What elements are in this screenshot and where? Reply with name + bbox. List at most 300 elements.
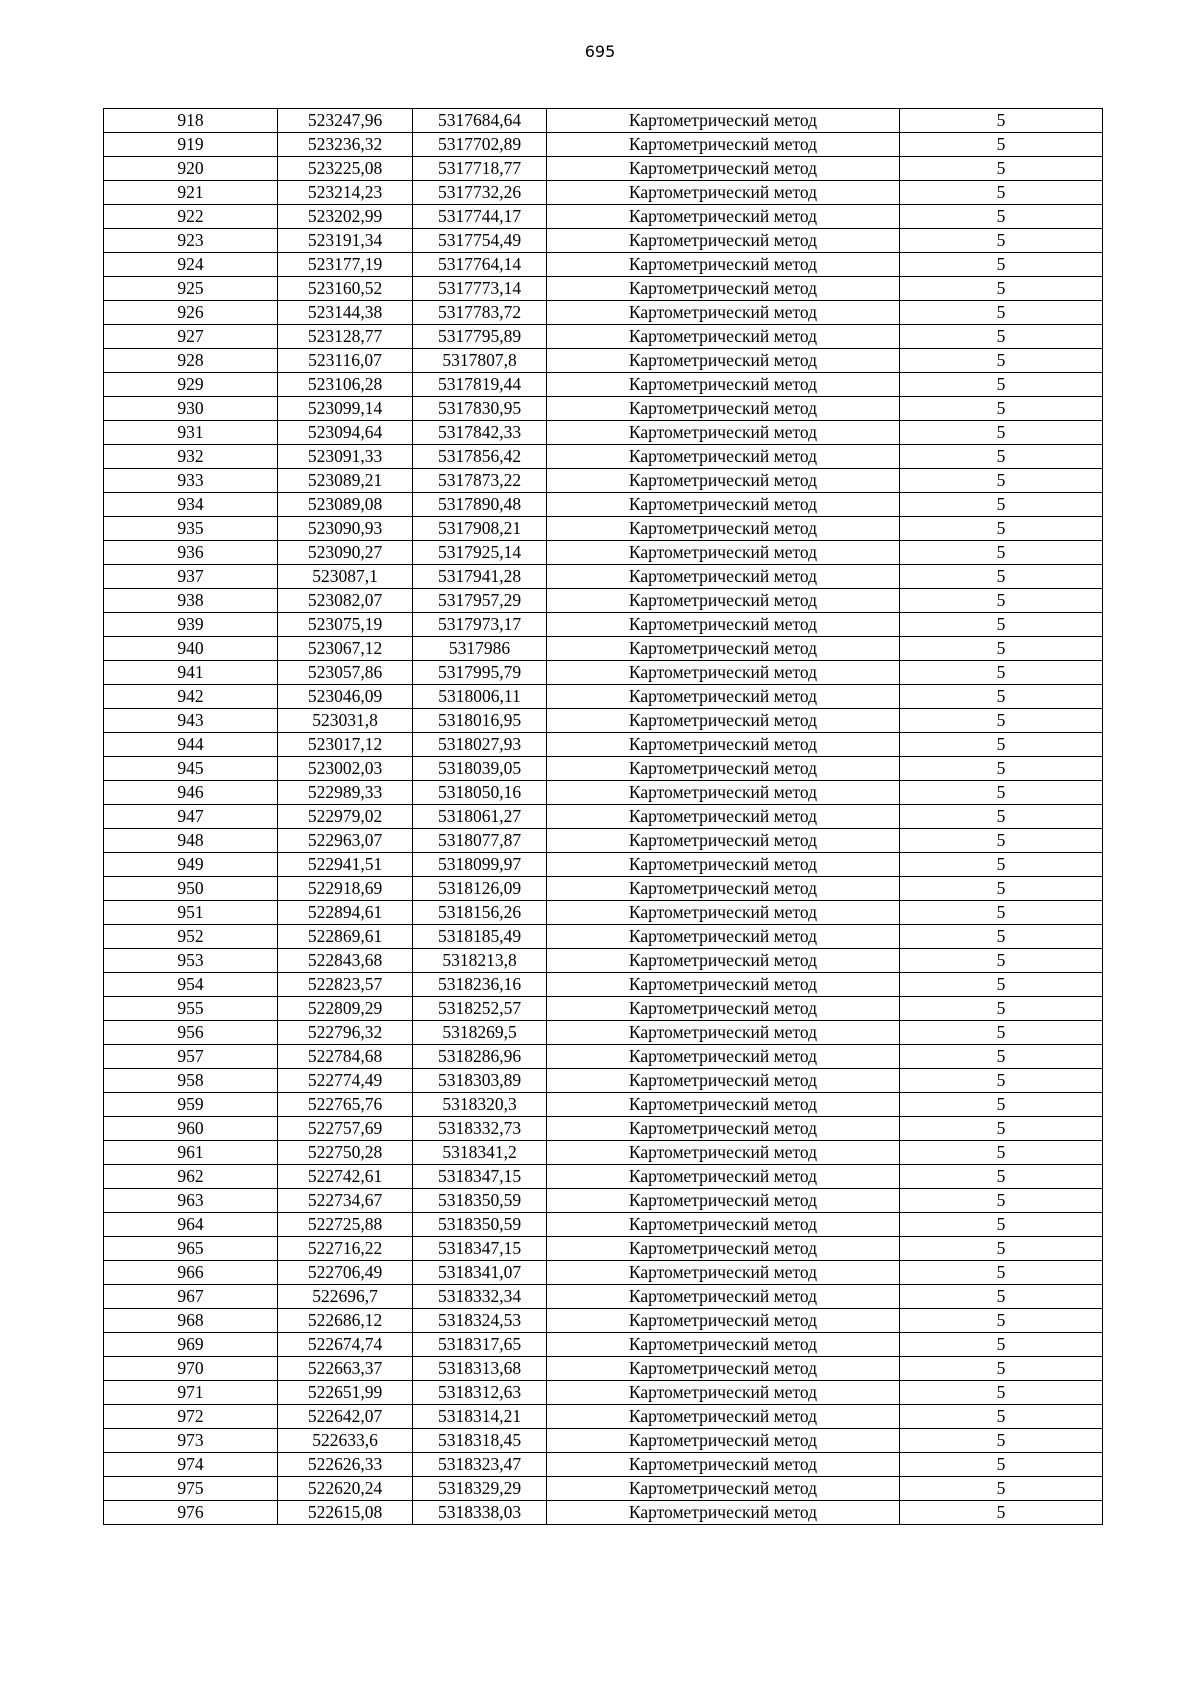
method-cell: Картометрический метод <box>547 1357 900 1381</box>
table-row <box>104 1405 1103 1429</box>
method-cell: Картометрический метод <box>547 973 900 997</box>
y-coordinate-cell: 5318236,16 <box>413 973 547 997</box>
x-coordinate-cell: 523236,32 <box>278 133 413 157</box>
method-cell: Картометрический метод <box>547 445 900 469</box>
method-cell: Картометрический метод <box>547 757 900 781</box>
accuracy-cell: 5 <box>900 157 1103 181</box>
y-coordinate-cell: 5317830,95 <box>413 397 547 421</box>
x-coordinate-cell: 523160,52 <box>278 277 413 301</box>
accuracy-cell: 5 <box>900 397 1103 421</box>
accuracy-cell: 5 <box>900 325 1103 349</box>
x-coordinate-cell: 523089,08 <box>278 493 413 517</box>
accuracy-cell: 5 <box>900 469 1103 493</box>
point-number-cell: 934 <box>104 493 278 517</box>
accuracy-cell: 5 <box>900 421 1103 445</box>
y-coordinate-cell: 5317795,89 <box>413 325 547 349</box>
x-coordinate-cell: 523082,07 <box>278 589 413 613</box>
table-row <box>104 229 1103 253</box>
point-number-cell: 954 <box>104 973 278 997</box>
x-coordinate-cell: 523225,08 <box>278 157 413 181</box>
table-row <box>104 1165 1103 1189</box>
y-coordinate-cell: 5318314,21 <box>413 1405 547 1429</box>
table-row <box>104 1429 1103 1453</box>
y-coordinate-cell: 5317773,14 <box>413 277 547 301</box>
method-cell: Картометрический метод <box>547 733 900 757</box>
y-coordinate-cell: 5318332,34 <box>413 1285 547 1309</box>
table-row <box>104 1117 1103 1141</box>
x-coordinate-cell: 523031,8 <box>278 709 413 733</box>
table-row <box>104 709 1103 733</box>
point-number-cell: 935 <box>104 517 278 541</box>
y-coordinate-cell: 5317764,14 <box>413 253 547 277</box>
table-row <box>104 589 1103 613</box>
point-number-cell: 925 <box>104 277 278 301</box>
point-number-cell: 952 <box>104 925 278 949</box>
point-number-cell: 955 <box>104 997 278 1021</box>
y-coordinate-cell: 5317925,14 <box>413 541 547 565</box>
accuracy-cell: 5 <box>900 805 1103 829</box>
method-cell: Картометрический метод <box>547 829 900 853</box>
point-number-cell: 923 <box>104 229 278 253</box>
table-row <box>104 445 1103 469</box>
x-coordinate-cell: 523128,77 <box>278 325 413 349</box>
x-coordinate-cell: 522696,7 <box>278 1285 413 1309</box>
point-number-cell: 931 <box>104 421 278 445</box>
method-cell: Картометрический метод <box>547 877 900 901</box>
y-coordinate-cell: 5318347,15 <box>413 1237 547 1261</box>
x-coordinate-cell: 522979,02 <box>278 805 413 829</box>
x-coordinate-cell: 523075,19 <box>278 613 413 637</box>
method-cell: Картометрический метод <box>547 1117 900 1141</box>
point-number-cell: 969 <box>104 1333 278 1357</box>
point-number-cell: 933 <box>104 469 278 493</box>
point-number-cell: 940 <box>104 637 278 661</box>
accuracy-cell: 5 <box>900 661 1103 685</box>
method-cell: Картометрический метод <box>547 1237 900 1261</box>
point-number-cell: 930 <box>104 397 278 421</box>
method-cell: Картометрический метод <box>547 1093 900 1117</box>
x-coordinate-cell: 522750,28 <box>278 1141 413 1165</box>
point-number-cell: 953 <box>104 949 278 973</box>
point-number-cell: 949 <box>104 853 278 877</box>
y-coordinate-cell: 5318341,07 <box>413 1261 547 1285</box>
point-number-cell: 924 <box>104 253 278 277</box>
y-coordinate-cell: 5317754,49 <box>413 229 547 253</box>
point-number-cell: 950 <box>104 877 278 901</box>
y-coordinate-cell: 5318303,89 <box>413 1069 547 1093</box>
accuracy-cell: 5 <box>900 229 1103 253</box>
method-cell: Картометрический метод <box>547 349 900 373</box>
table-row <box>104 1093 1103 1117</box>
x-coordinate-cell: 522663,37 <box>278 1357 413 1381</box>
table-row <box>104 1069 1103 1093</box>
accuracy-cell: 5 <box>900 373 1103 397</box>
table-row <box>104 1477 1103 1501</box>
method-cell: Картометрический метод <box>547 1021 900 1045</box>
table-row <box>104 901 1103 925</box>
y-coordinate-cell: 5318286,96 <box>413 1045 547 1069</box>
y-coordinate-cell: 5318269,5 <box>413 1021 547 1045</box>
point-number-cell: 944 <box>104 733 278 757</box>
y-coordinate-cell: 5317684,64 <box>413 109 547 133</box>
point-number-cell: 927 <box>104 325 278 349</box>
x-coordinate-cell: 523046,09 <box>278 685 413 709</box>
accuracy-cell: 5 <box>900 205 1103 229</box>
y-coordinate-cell: 5317973,17 <box>413 613 547 637</box>
y-coordinate-cell: 5318350,59 <box>413 1213 547 1237</box>
table-row <box>104 325 1103 349</box>
table-row <box>104 1453 1103 1477</box>
table-row <box>104 853 1103 877</box>
method-cell: Картометрический метод <box>547 109 900 133</box>
x-coordinate-cell: 522918,69 <box>278 877 413 901</box>
x-coordinate-cell: 522626,33 <box>278 1453 413 1477</box>
method-cell: Картометрический метод <box>547 133 900 157</box>
x-coordinate-cell: 522615,08 <box>278 1501 413 1525</box>
y-coordinate-cell: 5317702,89 <box>413 133 547 157</box>
table-row <box>104 1045 1103 1069</box>
method-cell: Картометрический метод <box>547 277 900 301</box>
x-coordinate-cell: 523214,23 <box>278 181 413 205</box>
accuracy-cell: 5 <box>900 973 1103 997</box>
point-number-cell: 965 <box>104 1237 278 1261</box>
point-number-cell: 919 <box>104 133 278 157</box>
y-coordinate-cell: 5318213,8 <box>413 949 547 973</box>
method-cell: Картометрический метод <box>547 517 900 541</box>
x-coordinate-cell: 523106,28 <box>278 373 413 397</box>
y-coordinate-cell: 5317890,48 <box>413 493 547 517</box>
accuracy-cell: 5 <box>900 1333 1103 1357</box>
accuracy-cell: 5 <box>900 1213 1103 1237</box>
x-coordinate-cell: 523090,27 <box>278 541 413 565</box>
method-cell: Картометрический метод <box>547 373 900 397</box>
point-number-cell: 918 <box>104 109 278 133</box>
accuracy-cell: 5 <box>900 1237 1103 1261</box>
point-number-cell: 948 <box>104 829 278 853</box>
y-coordinate-cell: 5318077,87 <box>413 829 547 853</box>
point-number-cell: 970 <box>104 1357 278 1381</box>
accuracy-cell: 5 <box>900 1117 1103 1141</box>
accuracy-cell: 5 <box>900 517 1103 541</box>
x-coordinate-cell: 522941,51 <box>278 853 413 877</box>
x-coordinate-cell: 523067,12 <box>278 637 413 661</box>
table-row <box>104 133 1103 157</box>
point-number-cell: 967 <box>104 1285 278 1309</box>
accuracy-cell: 5 <box>900 1093 1103 1117</box>
x-coordinate-cell: 522651,99 <box>278 1381 413 1405</box>
y-coordinate-cell: 5318347,15 <box>413 1165 547 1189</box>
method-cell: Картометрический метод <box>547 1333 900 1357</box>
point-number-cell: 920 <box>104 157 278 181</box>
method-cell: Картометрический метод <box>547 541 900 565</box>
y-coordinate-cell: 5318061,27 <box>413 805 547 829</box>
x-coordinate-cell: 523247,96 <box>278 109 413 133</box>
table-row <box>104 1333 1103 1357</box>
accuracy-cell: 5 <box>900 565 1103 589</box>
method-cell: Картометрический метод <box>547 181 900 205</box>
method-cell: Картометрический метод <box>547 997 900 1021</box>
x-coordinate-cell: 522796,32 <box>278 1021 413 1045</box>
point-number-cell: 932 <box>104 445 278 469</box>
x-coordinate-cell: 523116,07 <box>278 349 413 373</box>
method-cell: Картометрический метод <box>547 637 900 661</box>
method-cell: Картометрический метод <box>547 853 900 877</box>
x-coordinate-cell: 522674,74 <box>278 1333 413 1357</box>
point-number-cell: 959 <box>104 1093 278 1117</box>
table-row <box>104 469 1103 493</box>
accuracy-cell: 5 <box>900 1429 1103 1453</box>
y-coordinate-cell: 5318006,11 <box>413 685 547 709</box>
point-number-cell: 942 <box>104 685 278 709</box>
point-number-cell: 936 <box>104 541 278 565</box>
method-cell: Картометрический метод <box>547 949 900 973</box>
y-coordinate-cell: 5317807,8 <box>413 349 547 373</box>
method-cell: Картометрический метод <box>547 253 900 277</box>
x-coordinate-cell: 523177,19 <box>278 253 413 277</box>
x-coordinate-cell: 523091,33 <box>278 445 413 469</box>
accuracy-cell: 5 <box>900 1357 1103 1381</box>
accuracy-cell: 5 <box>900 1189 1103 1213</box>
method-cell: Картометрический метод <box>547 1405 900 1429</box>
y-coordinate-cell: 5318027,93 <box>413 733 547 757</box>
point-number-cell: 926 <box>104 301 278 325</box>
accuracy-cell: 5 <box>900 1501 1103 1525</box>
x-coordinate-cell: 523144,38 <box>278 301 413 325</box>
accuracy-cell: 5 <box>900 709 1103 733</box>
method-cell: Картометрический метод <box>547 421 900 445</box>
table-row <box>104 733 1103 757</box>
y-coordinate-cell: 5317819,44 <box>413 373 547 397</box>
x-coordinate-cell: 522774,49 <box>278 1069 413 1093</box>
y-coordinate-cell: 5318350,59 <box>413 1189 547 1213</box>
point-number-cell: 938 <box>104 589 278 613</box>
x-coordinate-cell: 523191,34 <box>278 229 413 253</box>
x-coordinate-cell: 522716,22 <box>278 1237 413 1261</box>
y-coordinate-cell: 5318312,63 <box>413 1381 547 1405</box>
method-cell: Картометрический метод <box>547 205 900 229</box>
point-number-cell: 976 <box>104 1501 278 1525</box>
point-number-cell: 956 <box>104 1021 278 1045</box>
table-row <box>104 517 1103 541</box>
x-coordinate-cell: 522869,61 <box>278 925 413 949</box>
accuracy-cell: 5 <box>900 637 1103 661</box>
method-cell: Картометрический метод <box>547 1453 900 1477</box>
table-row <box>104 421 1103 445</box>
y-coordinate-cell: 5318252,57 <box>413 997 547 1021</box>
accuracy-cell: 5 <box>900 1021 1103 1045</box>
y-coordinate-cell: 5318318,45 <box>413 1429 547 1453</box>
accuracy-cell: 5 <box>900 445 1103 469</box>
y-coordinate-cell: 5317783,72 <box>413 301 547 325</box>
method-cell: Картометрический метод <box>547 301 900 325</box>
accuracy-cell: 5 <box>900 493 1103 517</box>
x-coordinate-cell: 523002,03 <box>278 757 413 781</box>
y-coordinate-cell: 5318341,2 <box>413 1141 547 1165</box>
point-number-cell: 929 <box>104 373 278 397</box>
table-row <box>104 109 1103 133</box>
accuracy-cell: 5 <box>900 1165 1103 1189</box>
table-row <box>104 541 1103 565</box>
x-coordinate-cell: 522686,12 <box>278 1309 413 1333</box>
method-cell: Картометрический метод <box>547 1501 900 1525</box>
y-coordinate-cell: 5317986 <box>413 637 547 661</box>
point-number-cell: 974 <box>104 1453 278 1477</box>
point-number-cell: 922 <box>104 205 278 229</box>
x-coordinate-cell: 522765,76 <box>278 1093 413 1117</box>
y-coordinate-cell: 5318338,03 <box>413 1501 547 1525</box>
accuracy-cell: 5 <box>900 301 1103 325</box>
y-coordinate-cell: 5318099,97 <box>413 853 547 877</box>
accuracy-cell: 5 <box>900 925 1103 949</box>
point-number-cell: 972 <box>104 1405 278 1429</box>
point-number-cell: 975 <box>104 1477 278 1501</box>
accuracy-cell: 5 <box>900 1285 1103 1309</box>
y-coordinate-cell: 5317718,77 <box>413 157 547 181</box>
x-coordinate-cell: 523094,64 <box>278 421 413 445</box>
accuracy-cell: 5 <box>900 877 1103 901</box>
y-coordinate-cell: 5317908,21 <box>413 517 547 541</box>
method-cell: Картометрический метод <box>547 589 900 613</box>
accuracy-cell: 5 <box>900 1309 1103 1333</box>
method-cell: Картометрический метод <box>547 565 900 589</box>
y-coordinate-cell: 5317941,28 <box>413 565 547 589</box>
table-row <box>104 1141 1103 1165</box>
y-coordinate-cell: 5318050,16 <box>413 781 547 805</box>
method-cell: Картометрический метод <box>547 325 900 349</box>
y-coordinate-cell: 5317957,29 <box>413 589 547 613</box>
table-row <box>104 253 1103 277</box>
point-number-cell: 968 <box>104 1309 278 1333</box>
method-cell: Картометрический метод <box>547 613 900 637</box>
x-coordinate-cell: 522894,61 <box>278 901 413 925</box>
point-number-cell: 945 <box>104 757 278 781</box>
y-coordinate-cell: 5318320,3 <box>413 1093 547 1117</box>
x-coordinate-cell: 523202,99 <box>278 205 413 229</box>
table-row <box>104 157 1103 181</box>
table-row <box>104 1261 1103 1285</box>
y-coordinate-cell: 5317744,17 <box>413 205 547 229</box>
x-coordinate-cell: 522843,68 <box>278 949 413 973</box>
method-cell: Картометрический метод <box>547 157 900 181</box>
point-number-cell: 951 <box>104 901 278 925</box>
y-coordinate-cell: 5318317,65 <box>413 1333 547 1357</box>
x-coordinate-cell: 522963,07 <box>278 829 413 853</box>
x-coordinate-cell: 522823,57 <box>278 973 413 997</box>
accuracy-cell: 5 <box>900 781 1103 805</box>
table-row <box>104 949 1103 973</box>
point-number-cell: 958 <box>104 1069 278 1093</box>
method-cell: Картометрический метод <box>547 1429 900 1453</box>
method-cell: Картометрический метод <box>547 1261 900 1285</box>
point-number-cell: 960 <box>104 1117 278 1141</box>
table-row <box>104 661 1103 685</box>
x-coordinate-cell: 523017,12 <box>278 733 413 757</box>
point-number-cell: 971 <box>104 1381 278 1405</box>
accuracy-cell: 5 <box>900 949 1103 973</box>
accuracy-cell: 5 <box>900 997 1103 1021</box>
y-coordinate-cell: 5318039,05 <box>413 757 547 781</box>
method-cell: Картометрический метод <box>547 1213 900 1237</box>
accuracy-cell: 5 <box>900 733 1103 757</box>
method-cell: Картометрический метод <box>547 709 900 733</box>
method-cell: Картометрический метод <box>547 1141 900 1165</box>
method-cell: Картометрический метод <box>547 1309 900 1333</box>
x-coordinate-cell: 523099,14 <box>278 397 413 421</box>
accuracy-cell: 5 <box>900 853 1103 877</box>
coordinates-table <box>103 108 1103 1525</box>
table-row <box>104 1381 1103 1405</box>
accuracy-cell: 5 <box>900 1405 1103 1429</box>
coordinates-table-body <box>104 109 1103 1525</box>
y-coordinate-cell: 5318156,26 <box>413 901 547 925</box>
y-coordinate-cell: 5318324,53 <box>413 1309 547 1333</box>
x-coordinate-cell: 522784,68 <box>278 1045 413 1069</box>
x-coordinate-cell: 522757,69 <box>278 1117 413 1141</box>
x-coordinate-cell: 522989,33 <box>278 781 413 805</box>
point-number-cell: 937 <box>104 565 278 589</box>
accuracy-cell: 5 <box>900 1453 1103 1477</box>
method-cell: Картометрический метод <box>547 1189 900 1213</box>
point-number-cell: 966 <box>104 1261 278 1285</box>
point-number-cell: 921 <box>104 181 278 205</box>
table-row <box>104 1501 1103 1525</box>
method-cell: Картометрический метод <box>547 1285 900 1309</box>
table-row <box>104 877 1103 901</box>
table-row <box>104 925 1103 949</box>
table-row <box>104 373 1103 397</box>
method-cell: Картометрический метод <box>547 925 900 949</box>
accuracy-cell: 5 <box>900 613 1103 637</box>
table-row <box>104 1357 1103 1381</box>
table-row <box>104 205 1103 229</box>
accuracy-cell: 5 <box>900 541 1103 565</box>
y-coordinate-cell: 5318313,68 <box>413 1357 547 1381</box>
accuracy-cell: 5 <box>900 1477 1103 1501</box>
x-coordinate-cell: 523057,86 <box>278 661 413 685</box>
method-cell: Картометрический метод <box>547 805 900 829</box>
accuracy-cell: 5 <box>900 349 1103 373</box>
method-cell: Картометрический метод <box>547 1069 900 1093</box>
accuracy-cell: 5 <box>900 685 1103 709</box>
table-row <box>104 1237 1103 1261</box>
table-row <box>104 637 1103 661</box>
method-cell: Картометрический метод <box>547 781 900 805</box>
point-number-cell: 961 <box>104 1141 278 1165</box>
y-coordinate-cell: 5318329,29 <box>413 1477 547 1501</box>
y-coordinate-cell: 5317842,33 <box>413 421 547 445</box>
method-cell: Картометрический метод <box>547 469 900 493</box>
x-coordinate-cell: 522642,07 <box>278 1405 413 1429</box>
method-cell: Картометрический метод <box>547 1381 900 1405</box>
table-row <box>104 277 1103 301</box>
table-row <box>104 181 1103 205</box>
point-number-cell: 939 <box>104 613 278 637</box>
y-coordinate-cell: 5317856,42 <box>413 445 547 469</box>
table-row <box>104 997 1103 1021</box>
page-number: 695 <box>584 42 616 61</box>
accuracy-cell: 5 <box>900 1381 1103 1405</box>
accuracy-cell: 5 <box>900 829 1103 853</box>
accuracy-cell: 5 <box>900 589 1103 613</box>
y-coordinate-cell: 5317995,79 <box>413 661 547 685</box>
table-row <box>104 805 1103 829</box>
y-coordinate-cell: 5318126,09 <box>413 877 547 901</box>
point-number-cell: 973 <box>104 1429 278 1453</box>
accuracy-cell: 5 <box>900 901 1103 925</box>
method-cell: Картометрический метод <box>547 901 900 925</box>
accuracy-cell: 5 <box>900 1045 1103 1069</box>
y-coordinate-cell: 5318332,73 <box>413 1117 547 1141</box>
